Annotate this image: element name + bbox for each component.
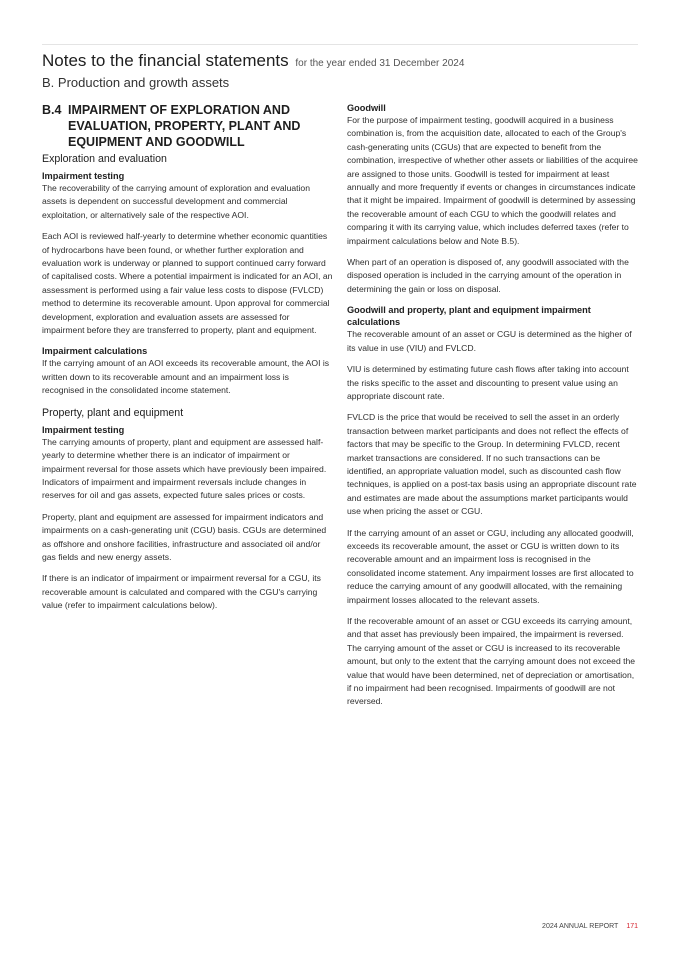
ee-calc-heading: Impairment calculations <box>42 346 148 357</box>
goodwill-paragraph-1: For the purpose of impairment testing, goodwill acquired in a business combination is, from the acquisition date, allocated to each of the Group's cash-generating units (CGUs) that are expected to benefit from the combination, irrespective of whether other assets or liabilities of the acquiree are assigned to those units. Goodwill is tested for impairment at least annually and more frequently if events or changes in circumstances indicate that it might be impaired. Impairment of goodwill is determined by assessing the recoverable amount of each CGU to which the goodwill relates and comparing it with its carrying value, which includes deferred taxes (refer to impairment calculations below and Note B.5). <box>347 115 638 246</box>
page-title-text: Notes to the financial statements <box>42 51 289 70</box>
calc-paragraph-2: VIU is determined by estimating future cash flows after taking into account the risks specific to the asset and discounting to present value using an appropriate discount rate. <box>347 364 629 401</box>
calc-paragraph-5: If the recoverable amount of an asset or CGU exceeds its carrying amount, and that asset has previously been impaired, the impairment is reversed. The carrying amount of the asset or CGU is increased to its recoverable amount, but only to the extent that the carrying amount does not exceed the value that would have been determined, net of depreciation or amortisation, if no impairment had been recognised. Impairments of goodwill are not reversed. <box>347 616 636 707</box>
ppe-paragraph-2: Property, plant and equipment are assessed for impairment indicators and impairments on a cash-generating unit (CGU) basis. CGUs are determined as offshore and onshore facilities, infrastructure and associated oil and/or gas fields and new energy assets. <box>42 511 327 562</box>
ee-testing-heading: Impairment testing <box>42 171 125 181</box>
left-column <box>42 102 333 621</box>
calc-paragraph-1: The recoverable amount of an asset or CGU is determined as the higher of its value in use (VIU) and FVLCD. <box>347 329 632 353</box>
ee-paragraph-3: If the carrying amount of an AOI exceeds its recoverable amount, the AOI is written down to its recoverable amount and an impairment loss is recognised in the consolidated income statement. <box>42 358 330 396</box>
ee-paragraph-1: The recoverability of the carrying amount of exploration and evaluation assets is dependent on successful development and commercial exploitation, or alternatively sale of the respective AOI. <box>42 183 310 220</box>
ee-paragraph-2: Each AOI is reviewed half-yearly to determine whether economic quantities of hydrocarbons have been found, or whether further exploration and evaluation work is underway or planned to support continued carry forward of capitalised costs. Where a potential impairment is indicated for an AOI, an assessment is performed using a fair value less costs to dispose (FVLCD) method to determine its recoverable amount. Upon approval for commercial development, exploration and evaluation assets are assessed for impairment before they are transferred to property, plant and equipment. <box>42 231 333 336</box>
calc-paragraph-3: FVLCD is the price that would be received to sell the asset in an orderly transaction between market participants and does not reflect the effects of factors that may be specific to the Group. In determining FVLCD, recent market transactions are considered. If no such transactions can be identified, an appropriate valuation model, such as discounted cash flow techniques, is applied on a post-tax basis using an appropriate discount rate and estimates are made about the assumptions market participants would use when pricing the asset or CGU. <box>347 412 637 517</box>
page-title <box>42 51 638 74</box>
note-title: IMPAIRMENT OF EXPLORATION AND EVALUATION, PROPERTY, PLANT AND EQUIPMENT AND GOODWILL <box>68 103 301 149</box>
note-number: B.4 <box>42 103 62 117</box>
ppe-testing-heading: Impairment testing <box>42 424 125 435</box>
right-column <box>347 102 638 717</box>
page-footer <box>480 923 638 930</box>
page-subtitle: for the year ended 31 December 2024 <box>295 58 465 69</box>
header-divider <box>42 44 638 45</box>
ppe-paragraph-1: The carrying amounts of property, plant and equipment are assessed half-yearly to determine whether there is an indicator of impairment or impairment reversal for those assets which have previously been impaired. Indicators of impairment and impairment reversals include changes in reserves for oil and gas assets, expected future sales prices or costs. <box>42 436 327 501</box>
calc-heading: Goodwill and property, plant and equipment impairment calculations <box>347 305 591 328</box>
calc-paragraph-4: If the carrying amount of an asset or CGU, including any allocated goodwill, exceeds its recoverable amount, the asset or CGU is written down to its recoverable amount and an impairment loss is recognised in the consolidated income statement. Any impairment losses are first allocated to reduce the carrying amount of any goodwill allocated, with the remaining impairment losses allocated to the relevant assets. <box>347 527 634 605</box>
ee-heading: Exploration and evaluation <box>42 153 167 165</box>
section-name: B. Production and growth assets <box>42 75 230 90</box>
goodwill-heading: Goodwill <box>347 103 386 113</box>
page-header <box>42 51 638 91</box>
ppe-heading: Property, plant and equipment <box>42 406 184 419</box>
page-number: 171 <box>626 923 638 930</box>
report-name: 2024 ANNUAL REPORT <box>542 923 619 930</box>
ppe-paragraph-3: If there is an indicator of impairment or impairment reversal for a CGU, its recoverable amount is calculated and compared with the CGU's carrying value (refer to impairment calculations below). <box>42 573 321 611</box>
goodwill-paragraph-2: When part of an operation is disposed of, any goodwill associated with the disposed operation is included in the carrying amount of the operation in determining the gain or loss on disposal. <box>347 257 629 294</box>
note-heading <box>42 102 333 150</box>
